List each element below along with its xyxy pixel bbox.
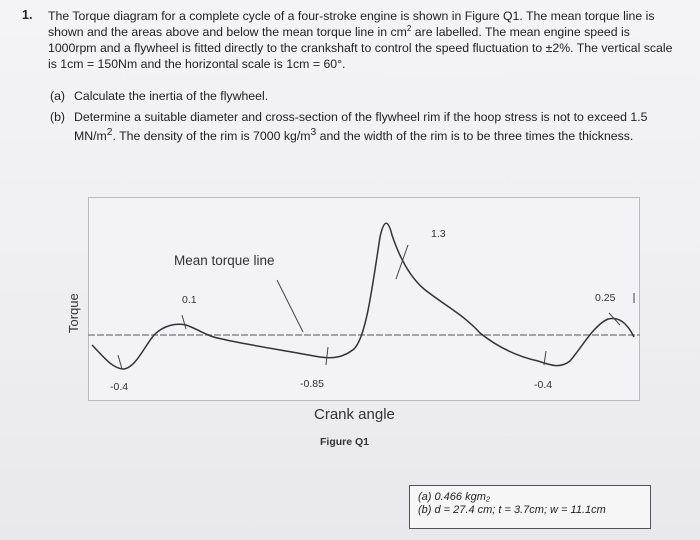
y-axis-label: Torque (66, 293, 81, 333)
superscript: 3 (310, 127, 317, 138)
area-label: 0.1 (182, 294, 197, 306)
area-label: -0.85 (300, 378, 324, 390)
mean-line-label: Mean torque line (174, 253, 275, 268)
part-a-text: Calculate the inertia of the flywheel. (74, 89, 269, 103)
part-b-text-3: and the width of the rim is to be three times the thickness. (316, 129, 634, 144)
part-b-text-2: . The density of the rim is 7000 kg/m (112, 129, 311, 144)
question-intro (48, 8, 673, 72)
x-axis-label: Crank angle (314, 406, 395, 423)
superscript: 2 (106, 127, 113, 138)
superscript: 2 (406, 23, 412, 33)
answer-a: (a) 0.466 kgm₂ (418, 491, 491, 503)
area-label: -0.4 (110, 381, 129, 393)
torque-diagram (66, 197, 640, 401)
part-a (50, 88, 670, 104)
figure-caption: Figure Q1 (320, 436, 370, 448)
graph-frame (89, 198, 640, 401)
part-b-label: (b) (50, 110, 66, 124)
answer-b: (b) d = 27.4 cm; t = 3.7cm; w = 11.1cm (418, 504, 606, 516)
answer-box (409, 485, 651, 529)
part-a-label: (a) (50, 89, 66, 103)
area-label: 1.3 (431, 228, 446, 240)
area-label: 0.25 (595, 292, 616, 304)
question-number: 1. (22, 8, 33, 22)
question-intro-text-2: are labelled. The mean engine speed is 1000rpm and a flywheel is fitted directly to the crankshaft to control the speed fluctuation to ±2%. The vertical scale is 1cm = 150Nm and the horizontal scale is 1cm = 60°. (48, 25, 673, 71)
part-b-text-1: Determine a suitable diameter and cross-section of the flywheel rim if the hoop stress is not to exceed 1.5 MN/m (74, 110, 648, 144)
area-label: -0.4 (534, 379, 553, 391)
part-b-text (74, 109, 670, 144)
part-b (50, 109, 670, 144)
question-intro-text-1: The Torque diagram for a complete cycle of a four-stroke engine is shown in Figure Q1. The mean torque line is shown and the areas above and below the mean torque line in cm (48, 9, 655, 39)
